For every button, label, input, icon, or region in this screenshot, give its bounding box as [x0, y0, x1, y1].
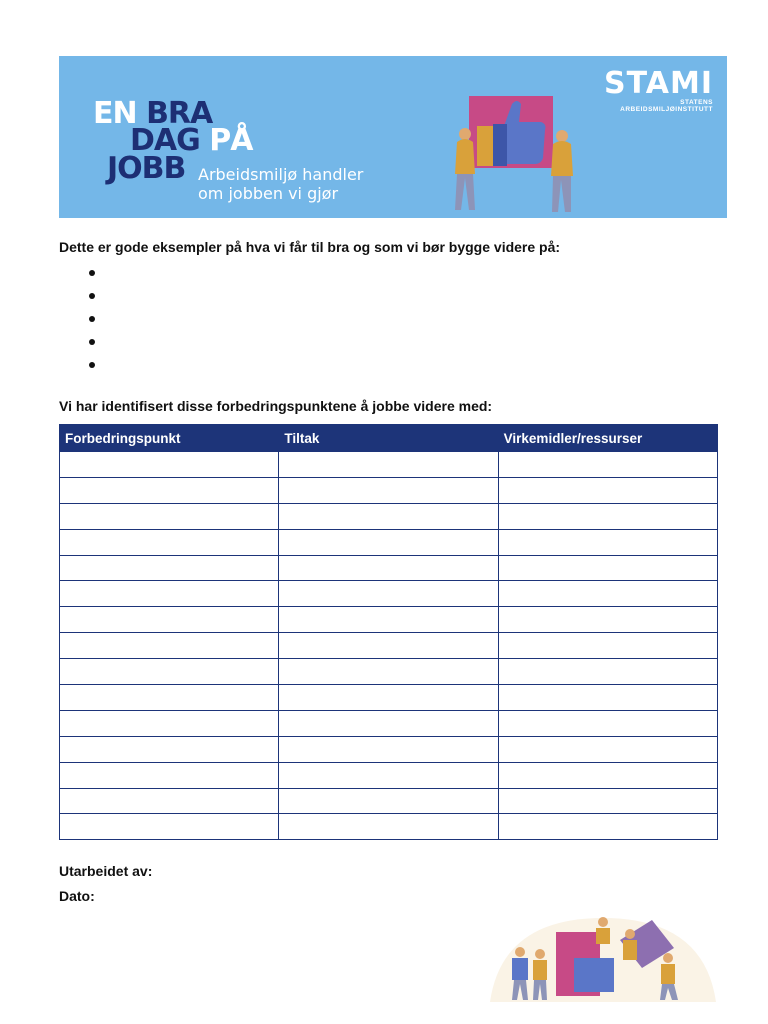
table-cell[interactable] [498, 503, 717, 529]
puzzle-knob [567, 935, 581, 949]
table-cell[interactable] [60, 477, 279, 503]
column-header-virkemidler: Virkemidler/ressurser [498, 425, 717, 452]
improvement-table [59, 424, 718, 840]
worker-head [598, 917, 608, 927]
stami-logo [604, 66, 713, 113]
table-cell[interactable] [498, 736, 717, 762]
table-row [60, 555, 718, 581]
worker-head [625, 929, 635, 939]
table-cell[interactable] [60, 710, 279, 736]
table-cell[interactable] [498, 659, 717, 685]
title-jobb: JOBB [107, 151, 186, 186]
table-cell[interactable] [279, 607, 498, 633]
table-cell[interactable] [279, 633, 498, 659]
table-cell[interactable] [498, 788, 717, 814]
list-item[interactable] [89, 263, 689, 286]
good-examples-heading: Dette er gode eksempler på hva vi får til bra og som vi bør bygge videre på: [59, 239, 561, 255]
header-banner [59, 56, 727, 218]
table-cell[interactable] [60, 788, 279, 814]
table-cell[interactable] [498, 762, 717, 788]
worker-legs-right [552, 176, 571, 212]
table-cell[interactable] [279, 581, 498, 607]
table-cell[interactable] [498, 529, 717, 555]
good-examples-list [89, 263, 689, 378]
table-cell[interactable] [60, 736, 279, 762]
table-cell[interactable] [279, 477, 498, 503]
list-item[interactable] [89, 332, 689, 355]
title-pa: PÅ [209, 123, 253, 158]
improvement-heading: Vi har identifisert disse forbedringspunktene å jobbe videre med: [59, 398, 493, 414]
table-cell[interactable] [279, 814, 498, 840]
column-header-forbedringspunkt: Forbedringspunkt [60, 425, 279, 452]
table-row [60, 814, 718, 840]
table-cell[interactable] [279, 529, 498, 555]
table-row [60, 788, 718, 814]
worker-body [533, 960, 547, 980]
title-bra: BRA [146, 96, 213, 131]
stami-logo-sub-1: STATENS [680, 99, 713, 106]
stami-logo-text: STAMI [604, 66, 713, 101]
table-cell[interactable] [498, 685, 717, 711]
worker-head-left [459, 128, 471, 140]
tagline-line-1: Arbeidsmiljø handler [198, 165, 364, 184]
table-row [60, 762, 718, 788]
worker-body [661, 964, 675, 984]
table-row [60, 529, 718, 555]
table-cell[interactable] [279, 555, 498, 581]
stami-logo-sub-2: ARBEIDSMILJØINSTITUTT [620, 106, 713, 113]
table-row [60, 503, 718, 529]
table-row [60, 477, 718, 503]
worker-head [515, 947, 525, 957]
worker-legs-left [455, 174, 475, 210]
table-cell[interactable] [60, 762, 279, 788]
prepared-by-label: Utarbeidet av: [59, 863, 153, 879]
table-cell[interactable] [60, 529, 279, 555]
list-item[interactable] [89, 355, 689, 378]
table-row [60, 581, 718, 607]
list-item[interactable] [89, 286, 689, 309]
thumb-sleeve [493, 124, 507, 166]
table-cell[interactable] [60, 814, 279, 840]
worker-body [512, 958, 528, 980]
table-cell[interactable] [60, 581, 279, 607]
title-en: EN [93, 96, 137, 131]
title-dag: DAG [130, 123, 200, 158]
table-cell[interactable] [60, 555, 279, 581]
table-cell[interactable] [498, 477, 717, 503]
table-cell[interactable] [279, 452, 498, 478]
table-cell[interactable] [498, 607, 717, 633]
table-cell[interactable] [498, 581, 717, 607]
worker-head [535, 949, 545, 959]
worker-body [596, 928, 610, 944]
table-row [60, 659, 718, 685]
table-cell[interactable] [60, 659, 279, 685]
column-header-tiltak: Tiltak [279, 425, 498, 452]
table-body [60, 452, 718, 840]
tagline-line-2: om jobben vi gjør [198, 184, 339, 203]
table-cell[interactable] [60, 633, 279, 659]
table-cell[interactable] [60, 452, 279, 478]
table-cell[interactable] [279, 659, 498, 685]
list-item[interactable] [89, 309, 689, 332]
table-header-row [60, 425, 718, 452]
table-cell[interactable] [498, 633, 717, 659]
table-cell[interactable] [498, 452, 717, 478]
table-cell[interactable] [60, 503, 279, 529]
worker-body [623, 940, 637, 960]
table-cell[interactable] [498, 814, 717, 840]
worker-body-left [455, 139, 475, 174]
table-cell[interactable] [498, 555, 717, 581]
blue-puzzle-piece [574, 958, 614, 992]
puzzle-illustration [490, 914, 716, 1002]
worker-head [663, 953, 673, 963]
table-row [60, 607, 718, 633]
table-row [60, 452, 718, 478]
table-cell[interactable] [279, 788, 498, 814]
table-row [60, 685, 718, 711]
table-cell[interactable] [279, 503, 498, 529]
table-cell[interactable] [498, 710, 717, 736]
table-row [60, 710, 718, 736]
worker-head-right [556, 130, 568, 142]
table-row [60, 736, 718, 762]
table-row [60, 633, 718, 659]
table-cell[interactable] [279, 710, 498, 736]
worker-body-right [551, 141, 573, 176]
table-cell[interactable] [279, 762, 498, 788]
table-cell[interactable] [279, 685, 498, 711]
table-cell[interactable] [60, 607, 279, 633]
thumbs-up-illustration [449, 92, 579, 217]
table-cell[interactable] [60, 685, 279, 711]
date-label: Dato: [59, 888, 95, 904]
table-cell[interactable] [279, 736, 498, 762]
